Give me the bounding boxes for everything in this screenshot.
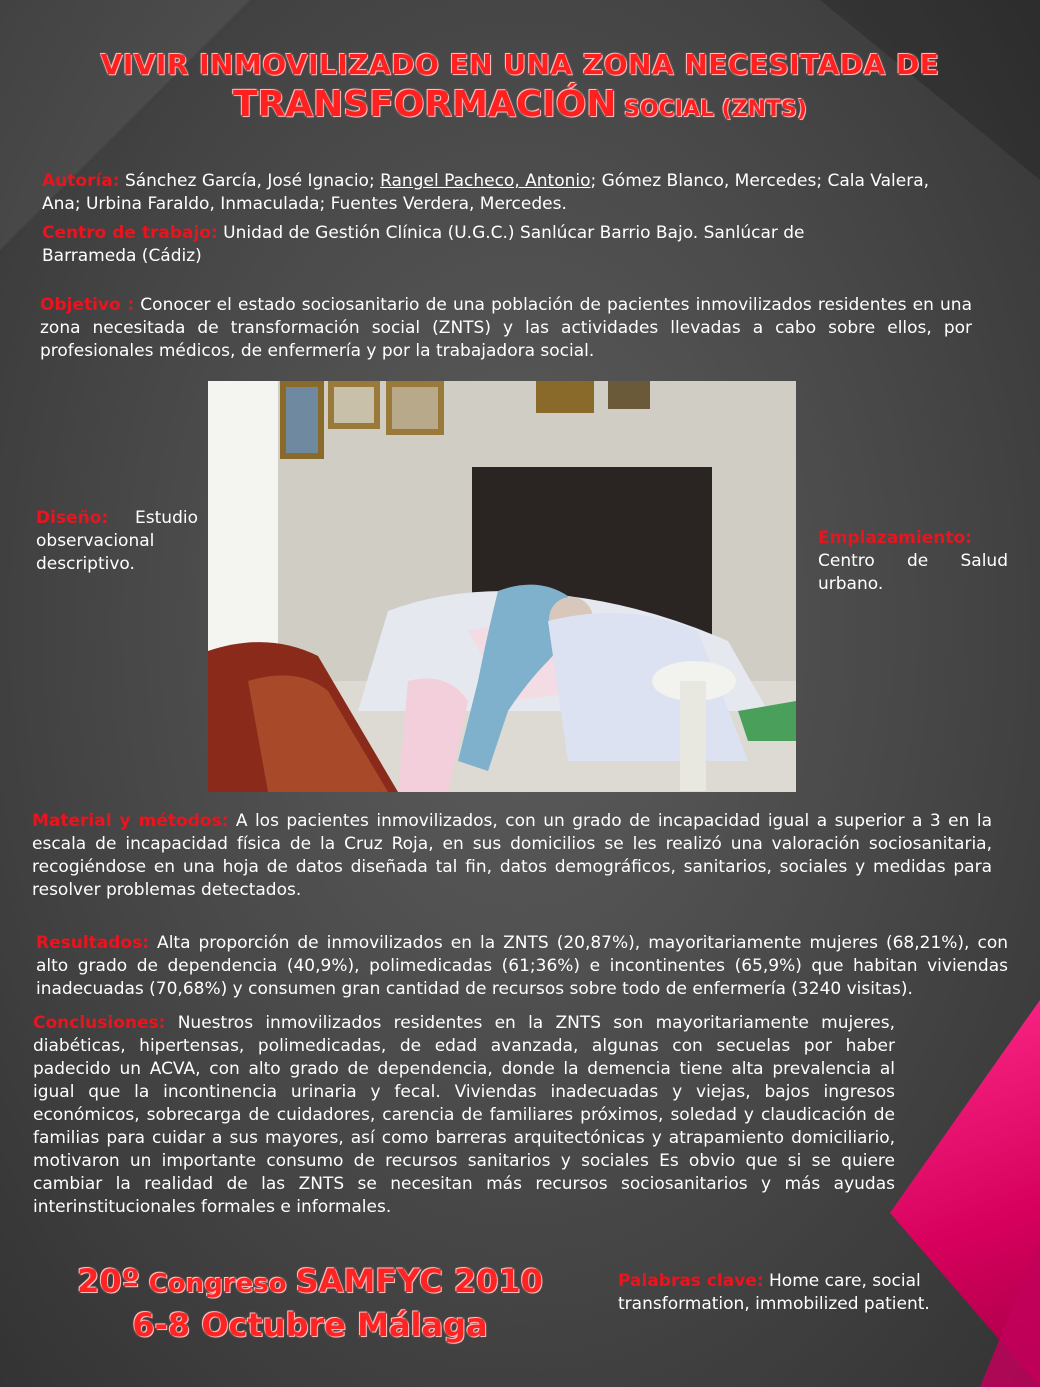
methods-text: A los pacientes inmovilizados, con un grado de incapacidad igual a superior a 3 en la escala de incapacidad física de la Cruz Roja, en sus domicilios se les realizó una valoración sociosanitaria, recogiéndose en una hoja de datos diseñada tal fin, datos demográficos, sanitarios, sociales y medidas para resolver problemas detectados. <box>32 811 993 900</box>
location-block <box>818 527 1008 596</box>
authors-text-1: Sánchez García, José Ignacio; <box>119 171 381 191</box>
location-text: Centro de Salud urbano. <box>818 551 1008 594</box>
workplace-block <box>42 222 902 268</box>
objective-block <box>40 294 972 363</box>
methods-block <box>32 810 992 902</box>
congress-name: SAMFYC 2010 <box>295 1262 543 1300</box>
keywords-text: Home care, social transformation, immobilized patient. <box>618 1271 930 1314</box>
presenting-author: Rangel Pacheco, Antonio <box>380 171 591 191</box>
workplace-text: Unidad de Gestión Clínica (U.G.C.) Sanlúcar Barrio Bajo. Sanlúcar de Barrameda (Cádiz) <box>42 223 805 266</box>
poster-title-line1: VIVIR INMOVILIZADO EN UNA ZONA NECESITADA DE <box>100 48 940 81</box>
workplace-label: Centro de trabajo: <box>42 223 218 243</box>
bedroom-illustration <box>208 381 796 792</box>
patient-photo <box>208 381 796 792</box>
poster-title-line2 <box>0 84 1040 125</box>
results-block <box>36 932 1008 1001</box>
objective-label: Objetivo : <box>40 295 135 315</box>
congress-number: 20º <box>77 1262 140 1300</box>
conclusions-text: Nuestros inmovilizados residentes en la ZNTS son mayoritariamente mujeres, diabéticas, hipertensas, polimedicadas, de edad avanzada, algunas con secuelas por haber padecido un ACVA, con alto grado de dependencia, donde la demencia tiene alta prevalencia al igual que la incontinencia urinaria y fecal. Viviendas inadecuadas y viejas, bajos ingresos económicos, sobrecarga de cuidadores, carencia de familiares próximos, soledad y claudicación de familias para cuidar a sus mayores, así como barreras arquitectónicas y atrapamiento domiciliario, motivaron un importante consumo de recursos sanitarios y sociales Es obvio que si se quiere cambiar la realidad de las ZNTS se necesitan más recursos sociosanitarios y más ayudas interinstitucionales formales e informales. <box>33 1013 895 1217</box>
results-text: Alta proporción de inmovilizados en la ZNTS (20,87%), mayoritariamente mujeres (68,21%), con alto grado de dependencia (40,9%), polimedicadas (61;36%) e incontinentes (65,9%) que habitan viviendas inadecuadas (70,68%) y consumen gran cantidad de recursos sobre todo de enfermería (3240 visitas). <box>36 933 1008 999</box>
methods-label: Material y métodos: <box>32 811 229 831</box>
results-label: Resultados: <box>36 933 150 953</box>
keywords-block <box>618 1270 978 1316</box>
conclusions-label: Conclusiones: <box>33 1013 166 1033</box>
location-label: Emplazamiento: <box>818 528 972 548</box>
congress-line2: 6-8 Octubre Málaga <box>132 1306 488 1344</box>
congress-line1 <box>60 1262 560 1300</box>
keywords-label: Palabras clave: <box>618 1271 764 1291</box>
design-label: Diseño: <box>36 508 109 528</box>
objective-text: Conocer el estado sociosanitario de una población de pacientes inmovilizados residentes en una zona necesitada de transformación social (ZNTS) y las actividades llevadas a cabo sobre ellos, por profesionales médicos, de enfermería y por la trabajadora social. <box>40 295 972 361</box>
authors-text-2: ; Gómez Blanco, Mercedes; Cala Valera, Ana; Urbina Faraldo, Inmaculada; Fuentes Verdera, Mercedes. <box>42 171 930 214</box>
design-block <box>36 507 198 576</box>
conclusions-block <box>33 1012 895 1219</box>
title-small-words: SOCIAL (ZNTS) <box>616 97 807 122</box>
congress-word: Congreso <box>139 1269 296 1299</box>
authors-block <box>42 170 942 216</box>
authors-label: Autoría: <box>42 171 120 191</box>
design-text: Estudio observacional descriptivo. <box>36 508 198 574</box>
title-big-word: TRANSFORMACIÓN <box>233 84 617 125</box>
